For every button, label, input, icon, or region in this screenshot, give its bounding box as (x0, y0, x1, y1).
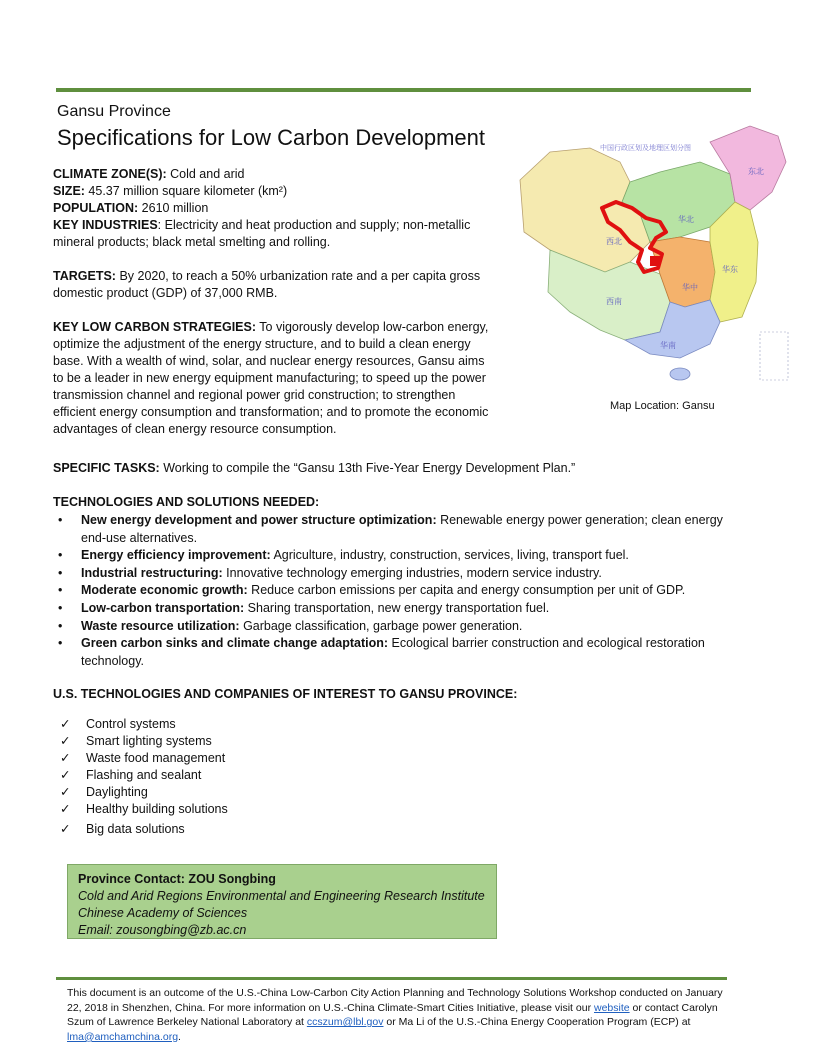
size (53, 183, 493, 200)
map-label-central: 华中 (682, 283, 698, 292)
size-label: SIZE: (53, 184, 85, 198)
contact-heading: Province Contact: ZOU Songbing (78, 872, 276, 886)
us-interest-heading: U.S. TECHNOLOGIES AND COMPANIES OF INTEREST TO GANSU PROVINCE: (53, 687, 518, 701)
checkmark-icon: ✓ (60, 821, 71, 836)
map-label-north: 华北 (678, 215, 694, 224)
list-item: • Energy efficiency improvement: Agriculture, industry, construction, services, living, transport fuel. (53, 547, 743, 565)
contact-academy: Chinese Academy of Sciences (78, 906, 248, 920)
list-item: • Industrial restructuring: Innovative technology emerging industries, modern service industry. (53, 565, 743, 583)
province-profile (53, 166, 493, 438)
bullet-icon: • (58, 583, 63, 598)
us-interest-list (60, 716, 228, 838)
page-title: Specifications for Low Carbon Development (57, 125, 486, 150)
population (53, 200, 493, 217)
website-link[interactable]: website (594, 1001, 630, 1014)
climate-zone (53, 166, 493, 183)
ecp-email-link[interactable]: lma@amchamchina.org (67, 1030, 179, 1043)
strategies-label: KEY LOW CARBON STRATEGIES: (53, 320, 257, 334)
climate-label: CLIMATE ZONE(S): (53, 167, 167, 181)
bullet-icon: • (58, 513, 63, 527)
province-subtitle: Gansu Province (57, 103, 171, 120)
bullet-icon: • (58, 600, 63, 615)
map-label-southwest: 西南 (606, 297, 622, 306)
key-industries (53, 217, 493, 251)
list-item: ✓ Waste food management (60, 750, 228, 767)
lbl-email-link[interactable]: ccszum@lbl.gov (306, 1016, 384, 1029)
climate-value: Cold and arid (166, 167, 245, 181)
china-regions-map (510, 122, 793, 384)
list-item: • Waste resource utilization: Garbage classification, garbage power generation. (53, 618, 743, 636)
footer-note: This document is an outcome of the U.S.-China Low-Carbon City Action Planning and Technology Solutions Workshop conducted on January 22, 2018 in Shenzhen, China. For more information on U.S.-China Climate-Smart Cities Initiative, please visit our website or contact Carolyn Szum of Lawrence Berkeley National Laboratory at ccszum@lbl.gov or Ma Li of the U.S.-China Energy Cooperation Program (ECP) at lma@amchamchina.org. (67, 987, 723, 1043)
targets-value: By 2020, to reach a 50% urbanization rate and a per capita gross domestic product (GDP) of 37,000 RMB. (53, 269, 481, 300)
tasks-value: Working to compile the “Gansu 13th Five-Year Energy Development Plan.” (159, 461, 576, 475)
bullet-icon: • (58, 548, 63, 563)
bottom-rule (56, 977, 727, 980)
population-value: 2610 million (138, 201, 209, 215)
checkmark-icon: ✓ (60, 785, 71, 800)
bullet-icon: • (58, 618, 63, 633)
bullet-icon: • (58, 636, 63, 651)
map-label-northeast: 东北 (748, 167, 764, 176)
list-item: • Green carbon sinks and climate change adaptation: Ecological barrier construction and ecological restoration technology. (58, 636, 705, 668)
size-value: 45.37 million square kilometer (km²) (84, 184, 288, 198)
checkmark-icon: ✓ (60, 768, 71, 783)
list-item: ✓ Smart lighting systems (60, 733, 228, 750)
map-title: 中国行政区划及地理区划分图 (600, 144, 691, 152)
bullet-icon: • (58, 565, 63, 580)
strategies-value: To vigorously develop low-carbon energy, optimize the adjustment of the energy structure, and to build a clean energy base. With a wealth of wind, solar, and nuclear energy resources, Gansu aims to be a leader in new energy equipment manufacturing; to speed up the power transmission channel and regional power grid construction; to strengthen efficient energy consumption and transformation; and to promote the economic advantages of clean energy resource consumption. (53, 320, 489, 436)
checkmark-icon: ✓ (60, 751, 71, 766)
contact-email: Email: zousongbing@zb.ac.cn (78, 923, 247, 937)
list-item: ✓ Big data solutions (60, 821, 228, 838)
targets (53, 268, 493, 302)
map-caption: Map Location: Gansu (610, 400, 715, 412)
specific-tasks (53, 460, 753, 477)
industries-label: KEY INDUSTRIES (53, 218, 158, 232)
top-rule (56, 88, 751, 92)
list-item: ✓ Flashing and sealant (60, 767, 228, 784)
technologies-heading: TECHNOLOGIES AND SOLUTIONS NEEDED: (53, 495, 320, 509)
map-label-south: 华南 (660, 341, 676, 350)
list-item: ✓ Control systems (60, 716, 228, 733)
checkmark-icon: ✓ (60, 734, 71, 749)
list-item: ✓ Healthy building solutions (60, 801, 228, 818)
list-item: • New energy development and power structure optimization: Renewable energy power generation; clean energy end-use alternatives. (58, 513, 723, 545)
checkmark-icon: ✓ (60, 802, 71, 817)
map-label-east: 华东 (722, 265, 738, 274)
industries-value: : Electricity and heat production and supply; non-metallic mineral products; black metal smelting and rolling. (53, 218, 471, 249)
tasks-label: SPECIFIC TASKS: (53, 461, 160, 475)
strategies (53, 319, 493, 438)
checkmark-icon: ✓ (60, 717, 71, 731)
map-label-northwest: 西北 (606, 237, 622, 246)
contact-organization: Cold and Arid Regions Environmental and Engineering Research Institute (78, 889, 485, 903)
list-item: • Moderate economic growth: Reduce carbon emissions per capita and energy consumption per unit of GDP. (53, 582, 743, 600)
population-label: POPULATION: (53, 201, 139, 215)
gansu-dot (650, 256, 660, 266)
province-contact-box (67, 864, 497, 939)
list-item: • Low-carbon transportation: Sharing transportation, new energy transportation fuel. (53, 600, 743, 618)
targets-label: TARGETS: (53, 269, 116, 283)
technologies-list (53, 512, 743, 670)
map-hainan (670, 368, 690, 380)
list-item: ✓ Daylighting (60, 784, 228, 801)
